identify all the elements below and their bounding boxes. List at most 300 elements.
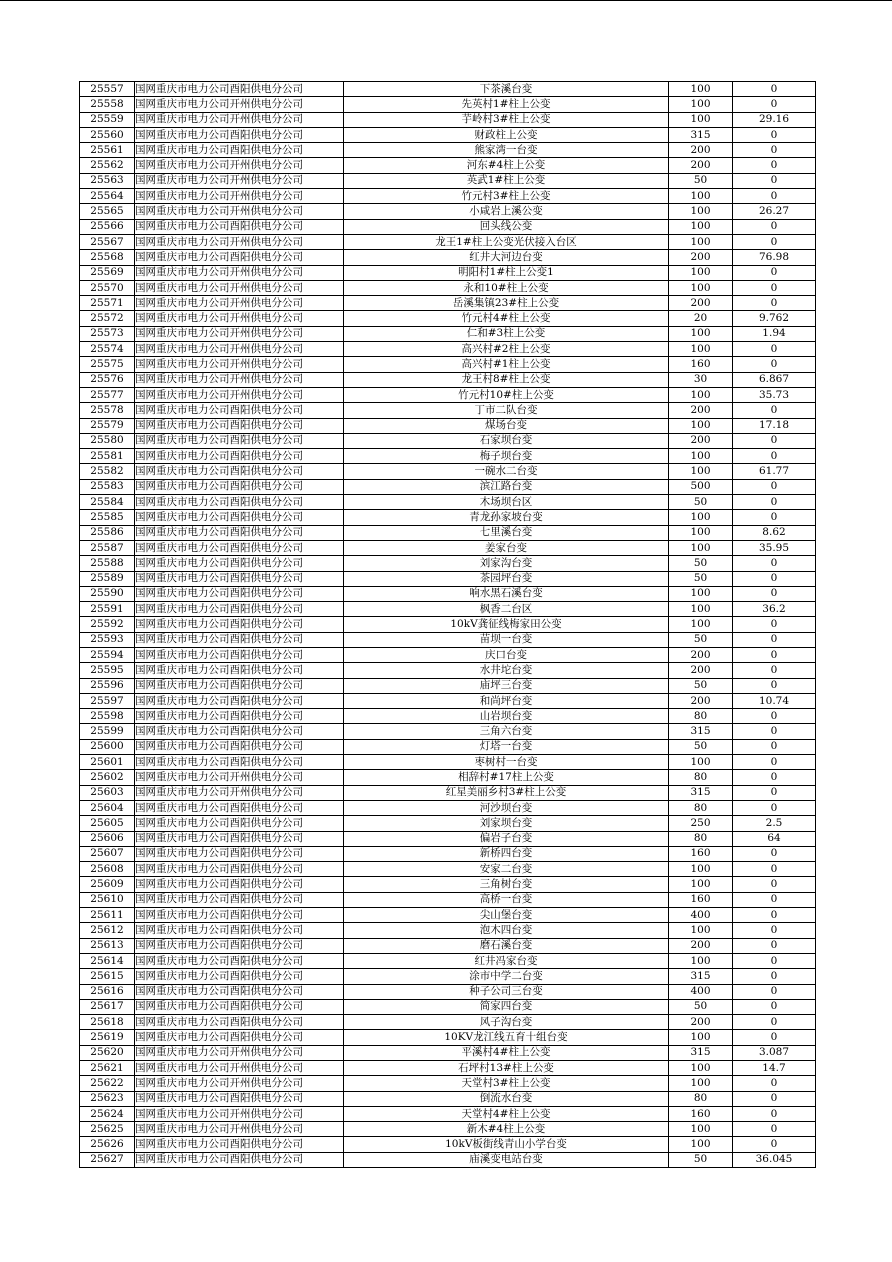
capacity-cell: 200 — [669, 250, 733, 265]
row-id-cell: 25598 — [80, 709, 135, 724]
row-id-cell: 25582 — [80, 464, 135, 479]
value-cell: 0 — [733, 219, 816, 234]
capacity-cell: 200 — [669, 663, 733, 678]
row-id-cell: 25560 — [80, 127, 135, 142]
station-name-cell: 10kV龚征线梅家田公变 — [344, 617, 669, 632]
table-row — [80, 250, 816, 265]
row-id-cell: 25616 — [80, 984, 135, 999]
capacity-cell: 80 — [669, 800, 733, 815]
company-cell: 国网重庆市电力公司酉阳供电分公司 — [135, 846, 344, 861]
value-cell: 26.27 — [733, 204, 816, 219]
table-row — [80, 1106, 816, 1121]
company-cell: 国网重庆市电力公司酉阳供电分公司 — [135, 127, 344, 142]
value-cell: 64 — [733, 831, 816, 846]
table-row — [80, 387, 816, 402]
company-cell: 国网重庆市电力公司开州供电分公司 — [135, 296, 344, 311]
company-cell: 国网重庆市电力公司开州供电分公司 — [135, 770, 344, 785]
capacity-cell: 100 — [669, 280, 733, 295]
value-cell: 0 — [733, 1106, 816, 1121]
value-cell: 2.5 — [733, 816, 816, 831]
station-name-cell: 苗坝一台变 — [344, 632, 669, 647]
value-cell: 0 — [733, 953, 816, 968]
value-cell: 10.74 — [733, 693, 816, 708]
company-cell: 国网重庆市电力公司开州供电分公司 — [135, 1106, 344, 1121]
table-row — [80, 1152, 816, 1167]
value-cell: 3.087 — [733, 1045, 816, 1060]
capacity-cell: 50 — [669, 678, 733, 693]
value-cell: 0 — [733, 647, 816, 662]
value-cell: 0 — [733, 617, 816, 632]
capacity-cell: 400 — [669, 908, 733, 923]
value-cell: 0 — [733, 1015, 816, 1030]
station-name-cell: 芋岭村3#柱上公变 — [344, 112, 669, 127]
table-row — [80, 678, 816, 693]
capacity-cell: 100 — [669, 449, 733, 464]
table-row — [80, 663, 816, 678]
table-row — [80, 571, 816, 586]
value-cell: 0 — [733, 479, 816, 494]
table-row — [80, 586, 816, 601]
company-cell: 国网重庆市电力公司开州供电分公司 — [135, 189, 344, 204]
capacity-cell: 100 — [669, 923, 733, 938]
table-row — [80, 1137, 816, 1152]
station-name-cell: 尖山堡台变 — [344, 908, 669, 923]
row-id-cell: 25627 — [80, 1152, 135, 1167]
company-cell: 国网重庆市电力公司酉阳供电分公司 — [135, 647, 344, 662]
company-cell: 国网重庆市电力公司酉阳供电分公司 — [135, 449, 344, 464]
capacity-cell: 100 — [669, 602, 733, 617]
station-name-cell: 泡木四台变 — [344, 923, 669, 938]
row-id-cell: 25584 — [80, 495, 135, 510]
capacity-cell: 100 — [669, 82, 733, 97]
company-cell: 国网重庆市电力公司酉阳供电分公司 — [135, 831, 344, 846]
capacity-cell: 80 — [669, 831, 733, 846]
station-name-cell: 10KV龙江线五育十组台变 — [344, 1030, 669, 1045]
row-id-cell: 25605 — [80, 816, 135, 831]
company-cell: 国网重庆市电力公司酉阳供电分公司 — [135, 1030, 344, 1045]
table-row — [80, 724, 816, 739]
row-id-cell: 25564 — [80, 189, 135, 204]
row-id-cell: 25590 — [80, 586, 135, 601]
row-id-cell: 25574 — [80, 342, 135, 357]
capacity-cell: 200 — [669, 158, 733, 173]
station-name-cell: 小咸岩上溪公变 — [344, 204, 669, 219]
company-cell: 国网重庆市电力公司酉阳供电分公司 — [135, 908, 344, 923]
table-row — [80, 831, 816, 846]
table-row — [80, 479, 816, 494]
value-cell: 29.16 — [733, 112, 816, 127]
table-row — [80, 280, 816, 295]
capacity-cell: 400 — [669, 984, 733, 999]
row-id-cell: 25606 — [80, 831, 135, 846]
value-cell: 76.98 — [733, 250, 816, 265]
table-row — [80, 495, 816, 510]
company-cell: 国网重庆市电力公司酉阳供电分公司 — [135, 953, 344, 968]
capacity-cell: 100 — [669, 112, 733, 127]
station-name-cell: 枣树村一台变 — [344, 755, 669, 770]
table-row — [80, 770, 816, 785]
table-row — [80, 97, 816, 112]
capacity-cell: 20 — [669, 311, 733, 326]
value-cell: 14.7 — [733, 1061, 816, 1076]
company-cell: 国网重庆市电力公司酉阳供电分公司 — [135, 403, 344, 418]
company-cell: 国网重庆市电力公司酉阳供电分公司 — [135, 938, 344, 953]
row-id-cell: 25604 — [80, 800, 135, 815]
table-row — [80, 785, 816, 800]
row-id-cell: 25613 — [80, 938, 135, 953]
table-row — [80, 112, 816, 127]
row-id-cell: 25597 — [80, 693, 135, 708]
table-row — [80, 464, 816, 479]
value-cell: 0 — [733, 862, 816, 877]
row-id-cell: 25583 — [80, 479, 135, 494]
capacity-cell: 80 — [669, 709, 733, 724]
value-cell: 0 — [733, 449, 816, 464]
value-cell: 0 — [733, 1076, 816, 1091]
table-row — [80, 1076, 816, 1091]
station-name-cell: 石坪村13#柱上公变 — [344, 1061, 669, 1076]
table-row — [80, 617, 816, 632]
station-name-cell: 下茶溪台变 — [344, 82, 669, 97]
capacity-cell: 100 — [669, 204, 733, 219]
company-cell: 国网重庆市电力公司开州供电分公司 — [135, 97, 344, 112]
value-cell: 0 — [733, 1030, 816, 1045]
page-top-rule — [0, 0, 892, 1]
row-id-cell: 25626 — [80, 1137, 135, 1152]
data-table — [79, 81, 816, 1168]
station-name-cell: 红星美丽乡村3#柱上公变 — [344, 785, 669, 800]
company-cell: 国网重庆市电力公司开州供电分公司 — [135, 173, 344, 188]
capacity-cell: 100 — [669, 464, 733, 479]
table-row — [80, 82, 816, 97]
value-cell: 0 — [733, 1122, 816, 1137]
company-cell: 国网重庆市电力公司酉阳供电分公司 — [135, 464, 344, 479]
value-cell: 35.95 — [733, 540, 816, 555]
table-row — [80, 632, 816, 647]
table-row — [80, 999, 816, 1014]
table-row — [80, 158, 816, 173]
value-cell: 0 — [733, 892, 816, 907]
table-row — [80, 296, 816, 311]
station-name-cell: 灯塔一台变 — [344, 739, 669, 754]
value-cell: 0 — [733, 571, 816, 586]
company-cell: 国网重庆市电力公司酉阳供电分公司 — [135, 816, 344, 831]
station-name-cell: 响水黑石溪台变 — [344, 586, 669, 601]
company-cell: 国网重庆市电力公司酉阳供电分公司 — [135, 219, 344, 234]
table-row — [80, 525, 816, 540]
row-id-cell: 25581 — [80, 449, 135, 464]
table-row — [80, 173, 816, 188]
table-row — [80, 923, 816, 938]
capacity-cell: 315 — [669, 127, 733, 142]
table-row — [80, 143, 816, 158]
row-id-cell: 25578 — [80, 403, 135, 418]
capacity-cell: 100 — [669, 189, 733, 204]
station-name-cell: 竹元村3#柱上公变 — [344, 189, 669, 204]
company-cell: 国网重庆市电力公司酉阳供电分公司 — [135, 82, 344, 97]
company-cell: 国网重庆市电力公司酉阳供电分公司 — [135, 418, 344, 433]
row-id-cell: 25558 — [80, 97, 135, 112]
station-name-cell: 平溪村4#柱上公变 — [344, 1045, 669, 1060]
table-row — [80, 189, 816, 204]
station-name-cell: 天堂村4#柱上公变 — [344, 1106, 669, 1121]
company-cell: 国网重庆市电力公司酉阳供电分公司 — [135, 755, 344, 770]
company-cell: 国网重庆市电力公司开州供电分公司 — [135, 326, 344, 341]
row-id-cell: 25623 — [80, 1091, 135, 1106]
table-row — [80, 647, 816, 662]
station-name-cell: 涂市中学二台变 — [344, 969, 669, 984]
value-cell: 61.77 — [733, 464, 816, 479]
company-cell: 国网重庆市电力公司酉阳供电分公司 — [135, 663, 344, 678]
station-name-cell: 梅子坝台变 — [344, 449, 669, 464]
station-name-cell: 三角六台变 — [344, 724, 669, 739]
table-row — [80, 449, 816, 464]
company-cell: 国网重庆市电力公司酉阳供电分公司 — [135, 602, 344, 617]
station-name-cell: 高兴村#1柱上公变 — [344, 357, 669, 372]
value-cell: 0 — [733, 556, 816, 571]
company-cell: 国网重庆市电力公司酉阳供电分公司 — [135, 1091, 344, 1106]
station-name-cell: 仁和#3柱上公变 — [344, 326, 669, 341]
capacity-cell: 100 — [669, 1122, 733, 1137]
row-id-cell: 25575 — [80, 357, 135, 372]
station-name-cell: 倒流水台变 — [344, 1091, 669, 1106]
table-row — [80, 602, 816, 617]
table-row — [80, 709, 816, 724]
capacity-cell: 100 — [669, 953, 733, 968]
capacity-cell: 200 — [669, 433, 733, 448]
row-id-cell: 25621 — [80, 1061, 135, 1076]
capacity-cell: 50 — [669, 632, 733, 647]
table-row — [80, 800, 816, 815]
station-name-cell: 青龙孙家坡台变 — [344, 510, 669, 525]
value-cell: 0 — [733, 173, 816, 188]
row-id-cell: 25596 — [80, 678, 135, 693]
table-row — [80, 219, 816, 234]
value-cell: 0 — [733, 709, 816, 724]
table-row — [80, 1045, 816, 1060]
station-name-cell: 新木#4柱上公变 — [344, 1122, 669, 1137]
row-id-cell: 25619 — [80, 1030, 135, 1045]
capacity-cell: 200 — [669, 1015, 733, 1030]
station-name-cell: 回头线公变 — [344, 219, 669, 234]
row-id-cell: 25588 — [80, 556, 135, 571]
company-cell: 国网重庆市电力公司酉阳供电分公司 — [135, 678, 344, 693]
value-cell: 0 — [733, 433, 816, 448]
company-cell: 国网重庆市电力公司酉阳供电分公司 — [135, 1015, 344, 1030]
station-name-cell: 财政柱上公变 — [344, 127, 669, 142]
value-cell: 0 — [733, 632, 816, 647]
table-row — [80, 1091, 816, 1106]
capacity-cell: 50 — [669, 173, 733, 188]
station-name-cell: 竹元村4#柱上公变 — [344, 311, 669, 326]
station-name-cell: 龙王1#柱上公变光伏接入台区 — [344, 234, 669, 249]
row-id-cell: 25607 — [80, 846, 135, 861]
row-id-cell: 25615 — [80, 969, 135, 984]
value-cell: 0 — [733, 846, 816, 861]
value-cell: 0 — [733, 800, 816, 815]
company-cell: 国网重庆市电力公司酉阳供电分公司 — [135, 862, 344, 877]
station-name-cell: 庙坪三台变 — [344, 678, 669, 693]
capacity-cell: 200 — [669, 693, 733, 708]
company-cell: 国网重庆市电力公司酉阳供电分公司 — [135, 1137, 344, 1152]
company-cell: 国网重庆市电力公司酉阳供电分公司 — [135, 510, 344, 525]
station-name-cell: 种子公司三台变 — [344, 984, 669, 999]
value-cell: 0 — [733, 189, 816, 204]
table-row — [80, 739, 816, 754]
row-id-cell: 25611 — [80, 908, 135, 923]
capacity-cell: 80 — [669, 770, 733, 785]
table-row — [80, 1015, 816, 1030]
station-name-cell: 安家二台变 — [344, 862, 669, 877]
value-cell: 0 — [733, 770, 816, 785]
capacity-cell: 100 — [669, 326, 733, 341]
company-cell: 国网重庆市电力公司开州供电分公司 — [135, 785, 344, 800]
capacity-cell: 160 — [669, 892, 733, 907]
station-name-cell: 河东#4柱上公变 — [344, 158, 669, 173]
capacity-cell: 50 — [669, 495, 733, 510]
company-cell: 国网重庆市电力公司开州供电分公司 — [135, 204, 344, 219]
value-cell: 17.18 — [733, 418, 816, 433]
row-id-cell: 25565 — [80, 204, 135, 219]
row-id-cell: 25557 — [80, 82, 135, 97]
value-cell: 36.045 — [733, 1152, 816, 1167]
row-id-cell: 25569 — [80, 265, 135, 280]
row-id-cell: 25567 — [80, 234, 135, 249]
company-cell: 国网重庆市电力公司开州供电分公司 — [135, 357, 344, 372]
value-cell: 0 — [733, 82, 816, 97]
table-row — [80, 342, 816, 357]
capacity-cell: 50 — [669, 999, 733, 1014]
station-name-cell: 山岩坝台变 — [344, 709, 669, 724]
station-name-cell: 庆口台变 — [344, 647, 669, 662]
capacity-cell: 100 — [669, 586, 733, 601]
company-cell: 国网重庆市电力公司开州供电分公司 — [135, 1061, 344, 1076]
station-name-cell: 竹元村10#柱上公变 — [344, 387, 669, 402]
value-cell: 0 — [733, 510, 816, 525]
row-id-cell: 25614 — [80, 953, 135, 968]
station-name-cell: 新桥四台变 — [344, 846, 669, 861]
capacity-cell: 50 — [669, 1152, 733, 1167]
row-id-cell: 25610 — [80, 892, 135, 907]
station-name-cell: 风子沟台变 — [344, 1015, 669, 1030]
value-cell: 0 — [733, 265, 816, 280]
row-id-cell: 25587 — [80, 540, 135, 555]
value-cell: 0 — [733, 357, 816, 372]
capacity-cell: 50 — [669, 571, 733, 586]
value-cell: 0 — [733, 785, 816, 800]
capacity-cell: 160 — [669, 357, 733, 372]
station-name-cell: 简家四台变 — [344, 999, 669, 1014]
row-id-cell: 25561 — [80, 143, 135, 158]
table-row — [80, 1061, 816, 1076]
station-name-cell: 姜家台变 — [344, 540, 669, 555]
capacity-cell: 80 — [669, 1091, 733, 1106]
capacity-cell: 250 — [669, 816, 733, 831]
table-row — [80, 969, 816, 984]
capacity-cell: 50 — [669, 556, 733, 571]
capacity-cell: 100 — [669, 418, 733, 433]
company-cell: 国网重庆市电力公司酉阳供电分公司 — [135, 143, 344, 158]
table-row — [80, 326, 816, 341]
table-row — [80, 357, 816, 372]
capacity-cell: 315 — [669, 785, 733, 800]
company-cell: 国网重庆市电力公司开州供电分公司 — [135, 280, 344, 295]
value-cell: 0 — [733, 296, 816, 311]
value-cell: 0 — [733, 908, 816, 923]
company-cell: 国网重庆市电力公司酉阳供电分公司 — [135, 984, 344, 999]
capacity-cell: 30 — [669, 372, 733, 387]
value-cell: 9.762 — [733, 311, 816, 326]
capacity-cell: 500 — [669, 479, 733, 494]
station-name-cell: 磨石溪台变 — [344, 938, 669, 953]
value-cell: 36.2 — [733, 602, 816, 617]
capacity-cell: 200 — [669, 938, 733, 953]
capacity-cell: 200 — [669, 296, 733, 311]
row-id-cell: 25622 — [80, 1076, 135, 1091]
value-cell: 0 — [733, 923, 816, 938]
station-name-cell: 河沙坝台变 — [344, 800, 669, 815]
company-cell: 国网重庆市电力公司酉阳供电分公司 — [135, 250, 344, 265]
station-name-cell: 和尚坪台变 — [344, 693, 669, 708]
row-id-cell: 25568 — [80, 250, 135, 265]
table-row — [80, 877, 816, 892]
capacity-cell: 200 — [669, 647, 733, 662]
capacity-cell: 100 — [669, 862, 733, 877]
value-cell: 0 — [733, 158, 816, 173]
row-id-cell: 25589 — [80, 571, 135, 586]
company-cell: 国网重庆市电力公司酉阳供电分公司 — [135, 1152, 344, 1167]
capacity-cell: 100 — [669, 97, 733, 112]
company-cell: 国网重庆市电力公司开州供电分公司 — [135, 265, 344, 280]
value-cell: 0 — [733, 280, 816, 295]
table-row — [80, 403, 816, 418]
company-cell: 国网重庆市电力公司酉阳供电分公司 — [135, 877, 344, 892]
value-cell: 1.94 — [733, 326, 816, 341]
station-name-cell: 红井大河边台变 — [344, 250, 669, 265]
station-name-cell: 高桥一台变 — [344, 892, 669, 907]
station-name-cell: 岳溪集镇23#柱上公变 — [344, 296, 669, 311]
value-cell: 6.867 — [733, 372, 816, 387]
company-cell: 国网重庆市电力公司酉阳供电分公司 — [135, 739, 344, 754]
table-row — [80, 755, 816, 770]
table-row — [80, 311, 816, 326]
company-cell: 国网重庆市电力公司酉阳供电分公司 — [135, 693, 344, 708]
capacity-cell: 315 — [669, 1045, 733, 1060]
row-id-cell: 25576 — [80, 372, 135, 387]
row-id-cell: 25580 — [80, 433, 135, 448]
capacity-cell: 200 — [669, 403, 733, 418]
station-name-cell: 先英村1#柱上公变 — [344, 97, 669, 112]
row-id-cell: 25566 — [80, 219, 135, 234]
company-cell: 国网重庆市电力公司开州供电分公司 — [135, 234, 344, 249]
table-row — [80, 234, 816, 249]
company-cell: 国网重庆市电力公司开州供电分公司 — [135, 1045, 344, 1060]
value-cell: 0 — [733, 234, 816, 249]
row-id-cell: 25624 — [80, 1106, 135, 1121]
row-id-cell: 25608 — [80, 862, 135, 877]
company-cell: 国网重庆市电力公司开州供电分公司 — [135, 387, 344, 402]
station-name-cell: 龙王村8#柱上公变 — [344, 372, 669, 387]
station-name-cell: 茶园坪台变 — [344, 571, 669, 586]
row-id-cell: 25562 — [80, 158, 135, 173]
capacity-cell: 100 — [669, 877, 733, 892]
company-cell: 国网重庆市电力公司酉阳供电分公司 — [135, 433, 344, 448]
value-cell: 35.73 — [733, 387, 816, 402]
value-cell: 0 — [733, 495, 816, 510]
capacity-cell: 100 — [669, 1030, 733, 1045]
table-row — [80, 510, 816, 525]
table-row — [80, 372, 816, 387]
